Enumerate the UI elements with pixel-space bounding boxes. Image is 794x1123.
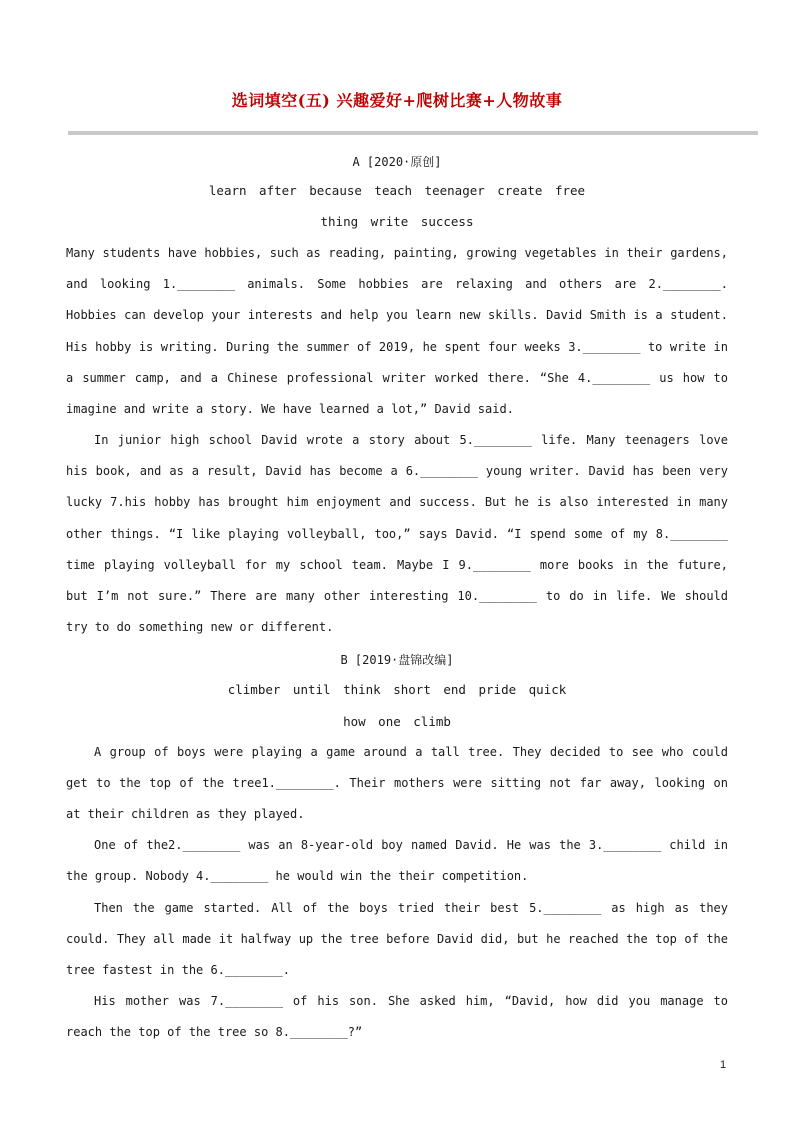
page-title: 选词填空(五) 兴趣爱好+爬树比赛+人物故事 [231,91,563,110]
section-a-word-bank-line-2: thing write success [320,214,474,229]
title-divider [68,131,758,135]
section-a-heading: A [2020·原创] [352,155,442,169]
section-b-paragraph-1: A group of boys were playing a game around a tall tree. They decided to see who could get to the top of the tree1.________. Their mothers were sitting not far away, looking on at their children as they played. [66,745,728,822]
section-b-word-bank-line-1: climber until think short end pride quick [227,682,567,697]
section-b-heading: B [2019·盘锦改编] [340,653,454,667]
section-a-paragraph-2: In junior high school David wrote a story about 5.________ life. Many teenagers love his book, and as a result, David has become a 6.________ young writer. David has been very lucky 7.his hobby has brought him enjoyment and success. But he is also interested in many other things. “I like playing volleyball, too,” says David. “I spend some of my 8.________ time playing volleyball for my school team. Maybe I 9.________ more books in the future, but I’m not sure.” There are many other interesting 10.________ to do in life. We should try to do something new or different. [66,433,728,635]
section-a-word-bank-line-1: learn after because teach teenager create free [208,183,586,198]
section-b-word-bank-line-2: how one climb [343,714,451,729]
section-a-paragraph-1: Many students have hobbies, such as reading, painting, growing vegetables in their gardens, and looking 1.________ animals. Some hobbies are relaxing and others are 2.________. Hobbies can develop your interests and help you learn new skills. David Smith is a student. His hobby is writing. During the summer of 2019, he spent four weeks 3.________ to write in a summer camp, and a Chinese professional writer worked there. “She 4.________ us how to imagine and write a story. We have learned a lot,” David said. [66,246,728,417]
section-b-paragraph-4: His mother was 7.________ of his son. She asked him, “David, how did you manage to reach the top of the tree so 8.________?” [66,994,728,1040]
page-number: 1 [720,1059,727,1071]
section-b-paragraph-3: Then the game started. All of the boys tried their best 5.________ as high as they could. They all made it halfway up the tree before David did, but he reached the top of the tree fastest in the 6.________. [66,901,728,978]
section-b-paragraph-2: One of the2.________ was an 8-year-old boy named David. He was the 3.________ child in the group. Nobody 4.________ he would win the their competition. [66,838,728,884]
